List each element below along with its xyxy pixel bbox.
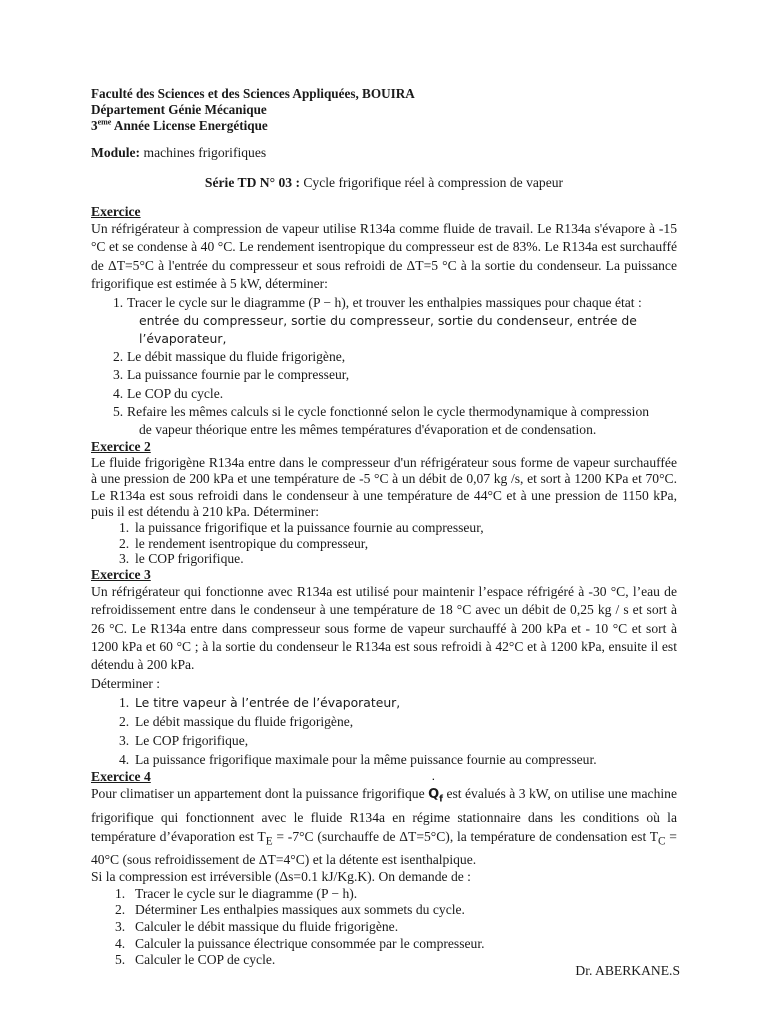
list-item: 1. la puissance frigorifique et la puissance fournie au compresseur, [119,520,484,536]
exercise-4-questions [91,886,677,969]
list-item: 3. La puissance fournie par le compresseur, [113,367,350,383]
exercise-1-statement: Un réfrigérateur à compression de vapeur utilise R134a comme fluide de travail. Le R134a s'évapore à -15 °C et se condense à 40 °C. Le rendement isentropique du compresseur est de 83%. Le R134a est surchauffé de ΔT=5°C à l'entrée du compresseur et sous refroidi de ΔT=5 °C à la sortie du condenseur. La puissance frigorifique est estimée à 5 kW, déterminer: [91,221,677,292]
exercise-3-questions [91,693,677,769]
list-item: 4. Le COP du cycle. [113,385,224,401]
series-title [0,175,768,191]
year-text: Année License Energétique [111,118,268,133]
list-item: 1. Tracer le cycle sur le diagramme (P − h), et trouver les enthalpies massiques pour chaque état : entrée du compresseur, sortie du compresseur, sortie du condenseur, entrée de l’évaporateur, [113,294,642,347]
exercise-3-statement: Un réfrigérateur qui fonctionne avec R134a est utilisé pour maintenir l’espace réfrigéré à -30 °C, l’eau de refroidissement entre dans le condenseur à une température de 18 °C avec un débit de 0,25 kg / s et sort à 26 °C. Le R134a entre dans compresseur sous forme de vapeur surchauffé à 200 kPa et - 10 °C et sort à 1200 kPa et 60 °C ; à la sortie du condenseur le R134a est sous refroidi à 42°C et à 1200 kPa, ensuite il est détendu à 200 kPa. [91,583,677,673]
list-item: 1. Le titre vapeur à l’entrée de l’évaporateur, [119,695,401,711]
department-line: Département Génie Mécanique [91,102,267,117]
exercise-1-questions [91,294,677,440]
list-item: 4. La puissance frigorifique maximale pour la même puissance fournie au compresseur. [119,752,597,768]
module-line [91,145,266,161]
exercise-3 [91,567,677,769]
list-item: 3. Le COP frigorifique, [119,733,249,749]
list-item: 4. Calculer la puissance électrique consommée par le compresseur. [115,935,485,951]
exercises-content [91,204,677,969]
list-item: 2. le rendement isentropique du compresseur, [119,535,369,551]
series-subtitle: Cycle frigorifique réel à compression de vapeur [299,175,564,190]
module-value: machines frigorifiques [140,145,267,160]
exercise-4-statement: Pour climatiser un appartement dont la puissance frigorifique ˙ $Q_f$ est évalués à 3 kW, on utilise une machine frigorifique qui fonctionnent avec le fluide R134a en régime stationnaire dans les conditions où la température d’évaporation est $T_E = -7^\circ C$ (surchauffe de ΔT=5°C), la température de condensation est $T_C = 40^\circ C$ (sous refroidissement de ΔT=4°C) et la détente est isenthalpique. [91,785,677,869]
year-suffix: eme [97,117,112,127]
list-item: 3. le COP frigorifique. [119,551,244,567]
series-label: Série TD N° 03 : [204,175,300,190]
exercise-4-prompt: Si la compression est irréversible (Δs=0.1 kJ/Kg.K). On demande de : [91,869,471,885]
exercise-1 [91,204,677,439]
list-item: 5. Calculer le COP de cycle. [115,952,276,968]
document-header [91,86,415,134]
list-item: 5. Refaire les mêmes calculs si le cycle fonctionné selon le cycle thermodynamique à compression de vapeur théorique entre les mêmes températures d'évaporation et de condensation. [113,403,650,438]
list-item: 3. Calculer le débit massique du fluide frigorigène. [115,919,399,934]
exercise-2-questions [91,520,677,567]
exercise-3-title: Exercice 3 [91,566,151,582]
faculty-line: Faculté des Sciences et des Sciences Appliquées, BOUIRA [91,86,415,101]
exercise-1-title: Exercice [91,204,141,219]
year-number: 3 [91,118,98,133]
exercise-2-title: Exercice 2 [91,439,151,455]
exercise-4 [91,769,677,969]
exercise-4-title: Exercice 4 [91,769,151,785]
exercise-2-statement: Le fluide frigorigène R134a entre dans le compresseur d'un réfrigérateur sous forme de vapeur surchauffée à une pression de 200 kPa et une température de -5 °C à un débit de 0,07 kg /s, et sort à 1200 KPa et 70°C. Le R134a est sous refroidi dans le condenseur à une température de 44°C et à une pression de 1150 kPa, puis il est détendu à 210 kPa. Déterminer: [91,455,677,519]
author-signature: Dr. ABERKANE.S [575,963,680,978]
exercise-3-prompt: Déterminer : [91,675,161,691]
year-line [91,118,415,134]
list-item: 2. Déterminer Les enthalpies massiques aux sommets du cycle. [115,902,465,918]
list-item: 2. Le débit massique du fluide frigorigène, [113,349,346,365]
exercise-2 [91,439,677,567]
cooling-power-symbol: ˙ $Q_f$ [428,786,443,809]
list-item: 2. Le débit massique du fluide frigorigène, [119,714,354,730]
module-label: Module: [91,145,141,160]
list-item: 1. Tracer le cycle sur le diagramme (P − h). [115,885,358,901]
